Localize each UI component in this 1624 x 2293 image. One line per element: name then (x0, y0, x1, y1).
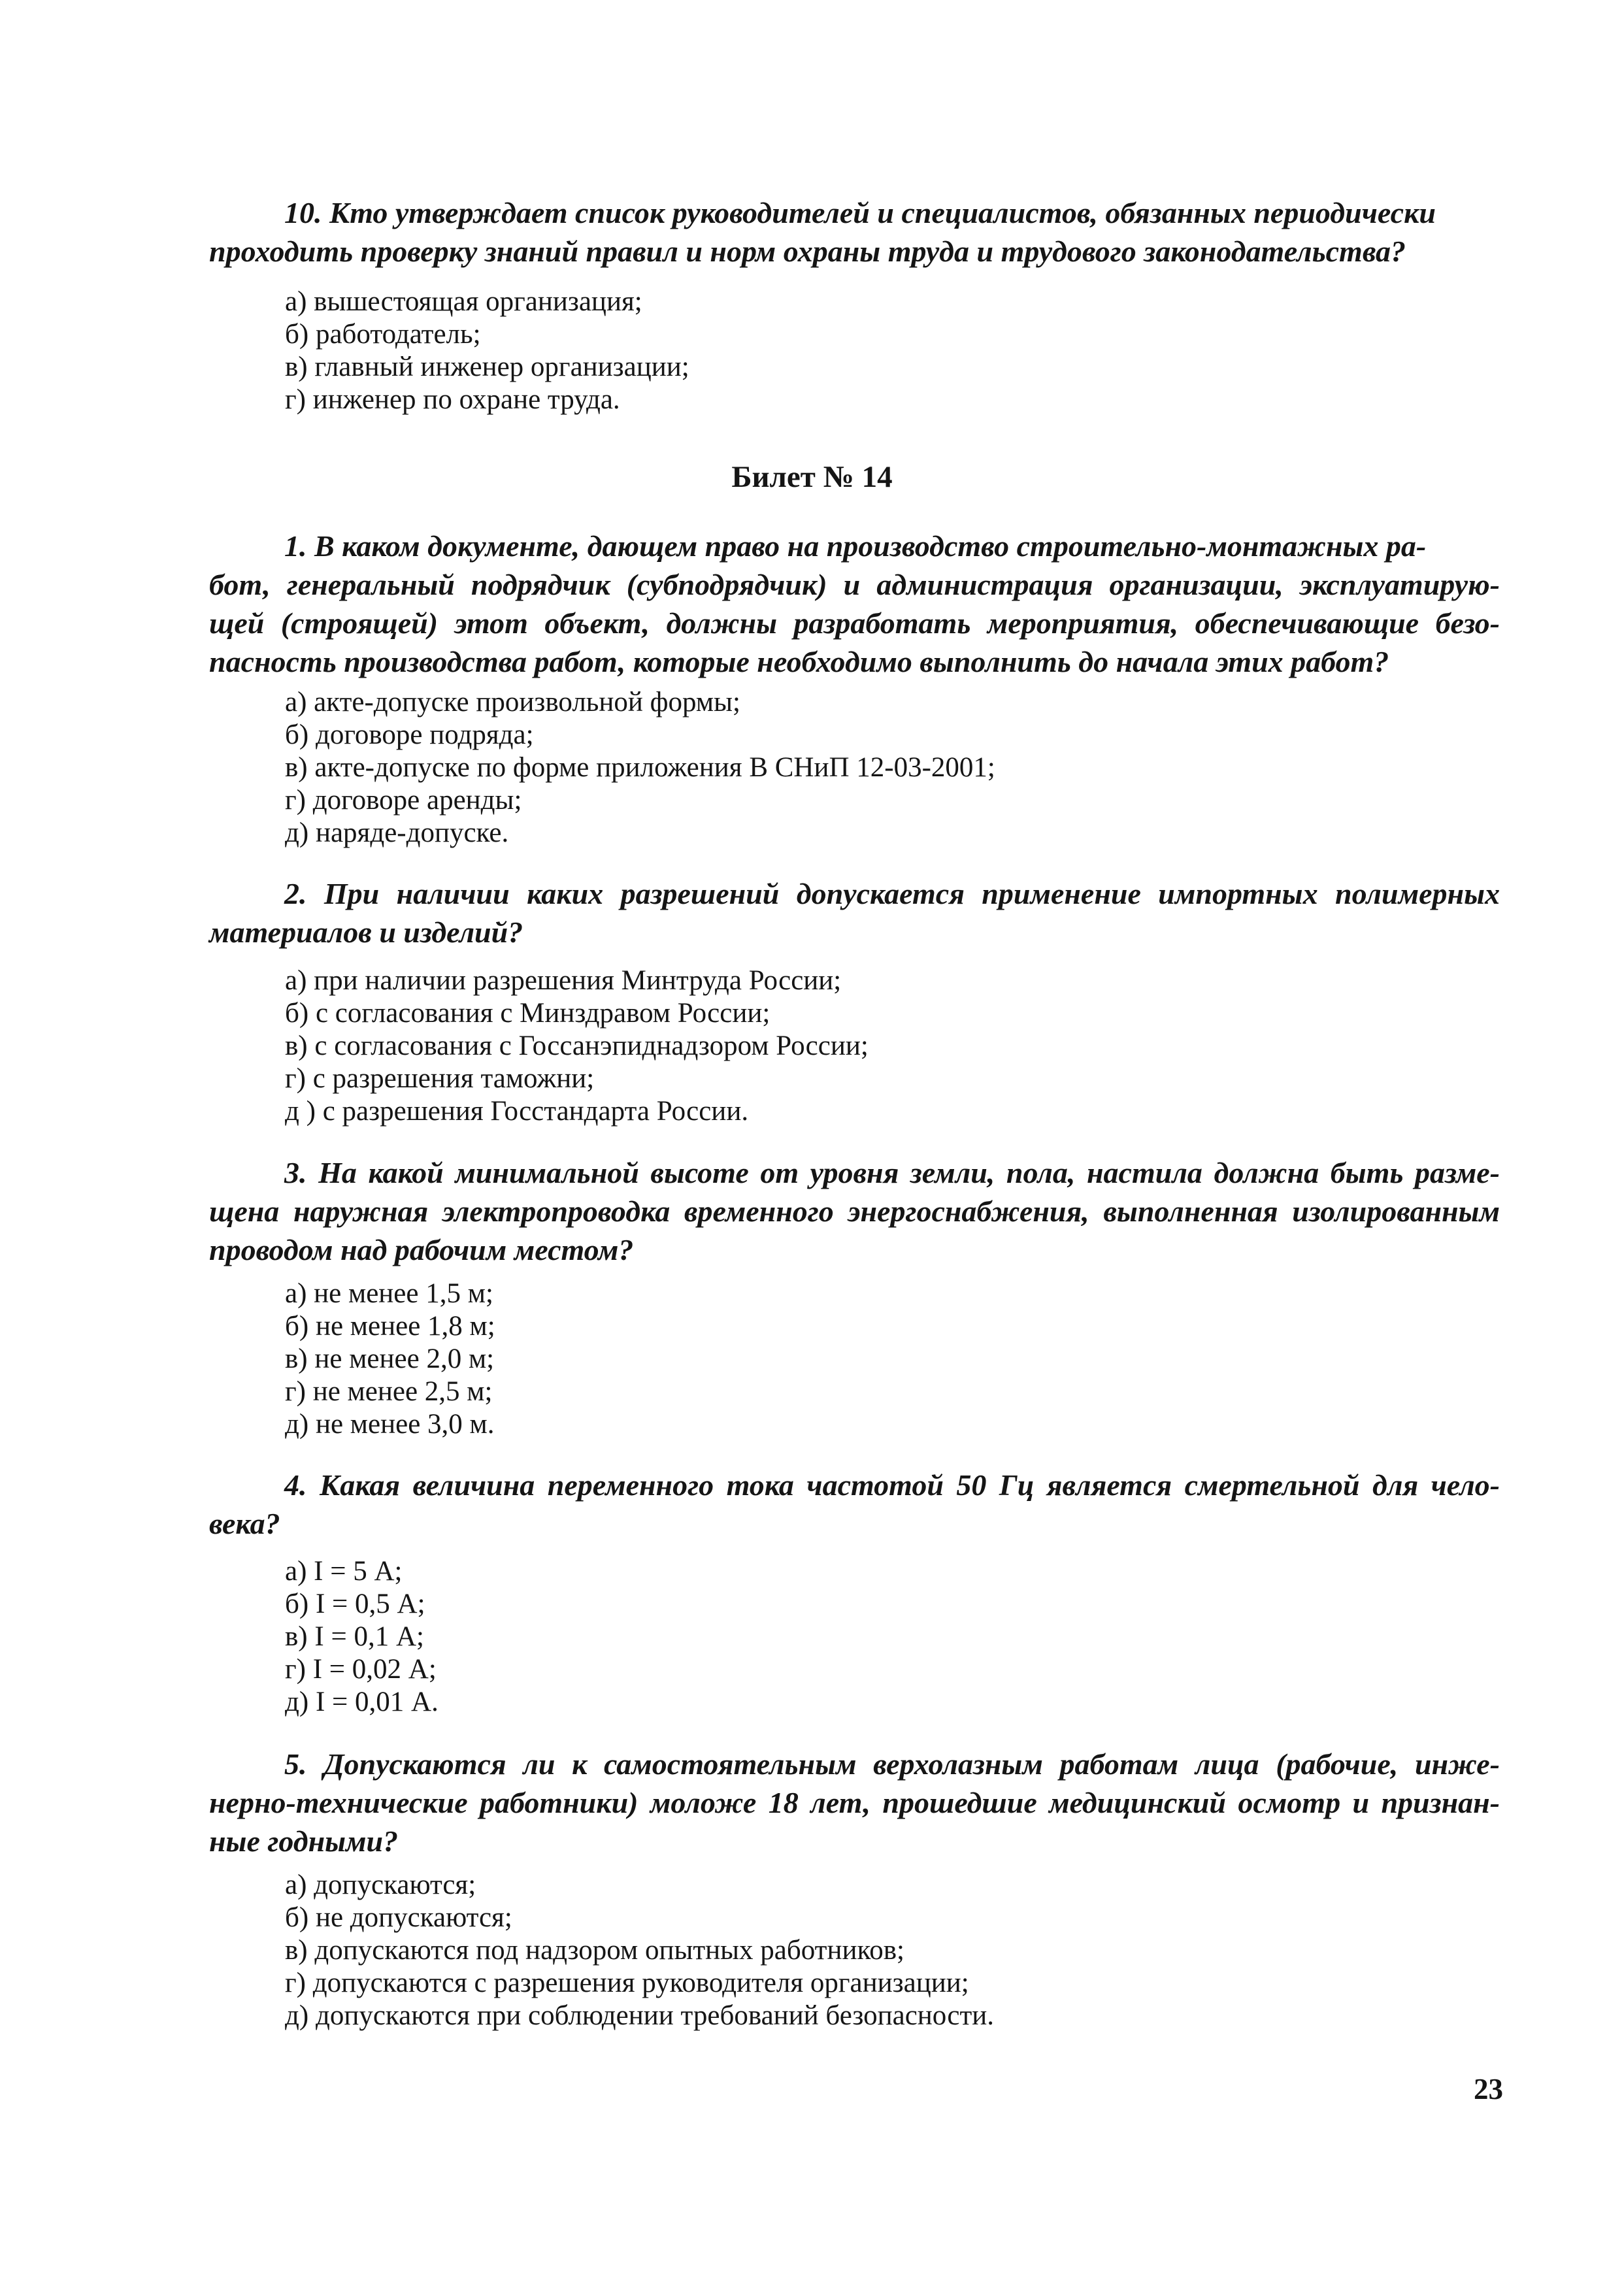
answer-option: г) не менее 2,5 м; (285, 1376, 493, 1407)
question-line: века? (209, 1507, 280, 1540)
answer-option: б) не допускаются; (285, 1902, 512, 1933)
answer-option: в) I = 0,1 А; (285, 1621, 424, 1652)
answer-option: д) наряде-допуске. (285, 817, 509, 848)
question-line: щена наружная электропроводка временного энергоснабжения, выполненная изолированным (209, 1195, 1500, 1228)
question-line: нерно-технические работники) моложе 18 лет, прошедшие медицинский осмотр и признан- (209, 1786, 1500, 1819)
answer-list (285, 1555, 1461, 1719)
question-line: ные годными? (209, 1824, 399, 1858)
answer-option: б) работодатель; (285, 319, 481, 350)
ticket-title: Билет № 14 (731, 460, 893, 494)
question-3 (209, 1153, 1500, 1269)
question-10 (209, 193, 1500, 271)
answer-option: в) не менее 2,0 м; (285, 1344, 495, 1374)
answer-option: в) допускаются под надзором опытных работников; (285, 1935, 904, 1966)
question-line: 2. При наличии каких разрешений допускается применение импортных полимерных (284, 877, 1500, 910)
answer-option: в) с согласования с Госсанэпиднадзором России; (285, 1031, 869, 1061)
answer-option: б) договоре подряда; (285, 719, 534, 750)
answer-option: б) I = 0,5 А; (285, 1589, 425, 1619)
question-2 (209, 874, 1500, 951)
answer-option: д) не менее 3,0 м. (285, 1409, 495, 1440)
question-line: бот, генеральный подрядчик (субподрядчик) и администрация организации, эксплуатирую- (209, 568, 1500, 601)
answer-option: а) при наличии разрешения Минтруда России; (285, 965, 842, 996)
answer-option: а) вышестоящая организация; (285, 286, 642, 317)
answer-option: д) допускаются при соблюдении требований безопасности. (285, 2000, 994, 2031)
question-line: проводом над рабочим местом? (209, 1233, 634, 1266)
answer-option: г) инженер по охране труда. (285, 384, 620, 415)
question-line: пасность производства работ, которые необходимо выполнить до начала этих работ? (209, 645, 1389, 678)
answer-list (285, 1278, 1461, 1441)
question-line: 4. Какая величина переменного тока частотой 50 Гц является смертельной для чело- (284, 1468, 1500, 1502)
answer-option: б) не менее 1,8 м; (285, 1311, 495, 1342)
question-5 (209, 1745, 1500, 1860)
answer-option: д) I = 0,01 А. (285, 1687, 439, 1717)
answer-option: а) акте-допуске произвольной формы; (285, 687, 740, 718)
question-line: щей (строящей) этот объект, должны разработать мероприятия, обеспечивающие безо- (209, 606, 1500, 640)
answer-option: г) с разрешения таможни; (285, 1063, 595, 1094)
page-number: 23 (1474, 2073, 1503, 2105)
question-line: проходить проверку знаний правил и норм охраны труда и трудового законодательства? (209, 235, 1406, 268)
answer-option: б) с согласования с Минздравом России; (285, 998, 771, 1029)
answer-list (285, 1869, 1461, 2032)
answer-option: а) I = 5 А; (285, 1556, 403, 1587)
question-line: 3. На какой минимальной высоте от уровня земли, пола, настила должна быть разме- (284, 1156, 1500, 1189)
question-line: 10. Кто утверждает список руководителей и специалистов, обязанных периодически (284, 196, 1436, 229)
answer-list (285, 286, 1461, 416)
question-line: 1. В каком документе, дающем право на производство строительно-монтажных ра- (284, 529, 1427, 563)
answer-option: г) допускаются с разрешения руководителя организации; (285, 1968, 969, 1998)
answer-option: г) I = 0,02 А; (285, 1654, 437, 1685)
answer-option: в) акте-допуске по форме приложения В СНиП 12-03-2001; (285, 752, 995, 783)
answer-list (285, 686, 1461, 850)
answer-option: в) главный инженер организации; (285, 352, 689, 382)
question-line: материалов и изделий? (209, 916, 523, 949)
answer-list (285, 965, 1461, 1128)
answer-option: д ) с разрешения Госстандарта России. (285, 1096, 749, 1127)
question-line: 5. Допускаются ли к самостоятельным верхолазным работам лица (рабочие, инже- (284, 1747, 1500, 1781)
question-4 (209, 1466, 1500, 1543)
answer-option: г) договоре аренды; (285, 785, 522, 816)
answer-option: а) не менее 1,5 м; (285, 1278, 493, 1309)
question-1 (209, 527, 1500, 681)
answer-option: а) допускаются; (285, 1870, 476, 1900)
